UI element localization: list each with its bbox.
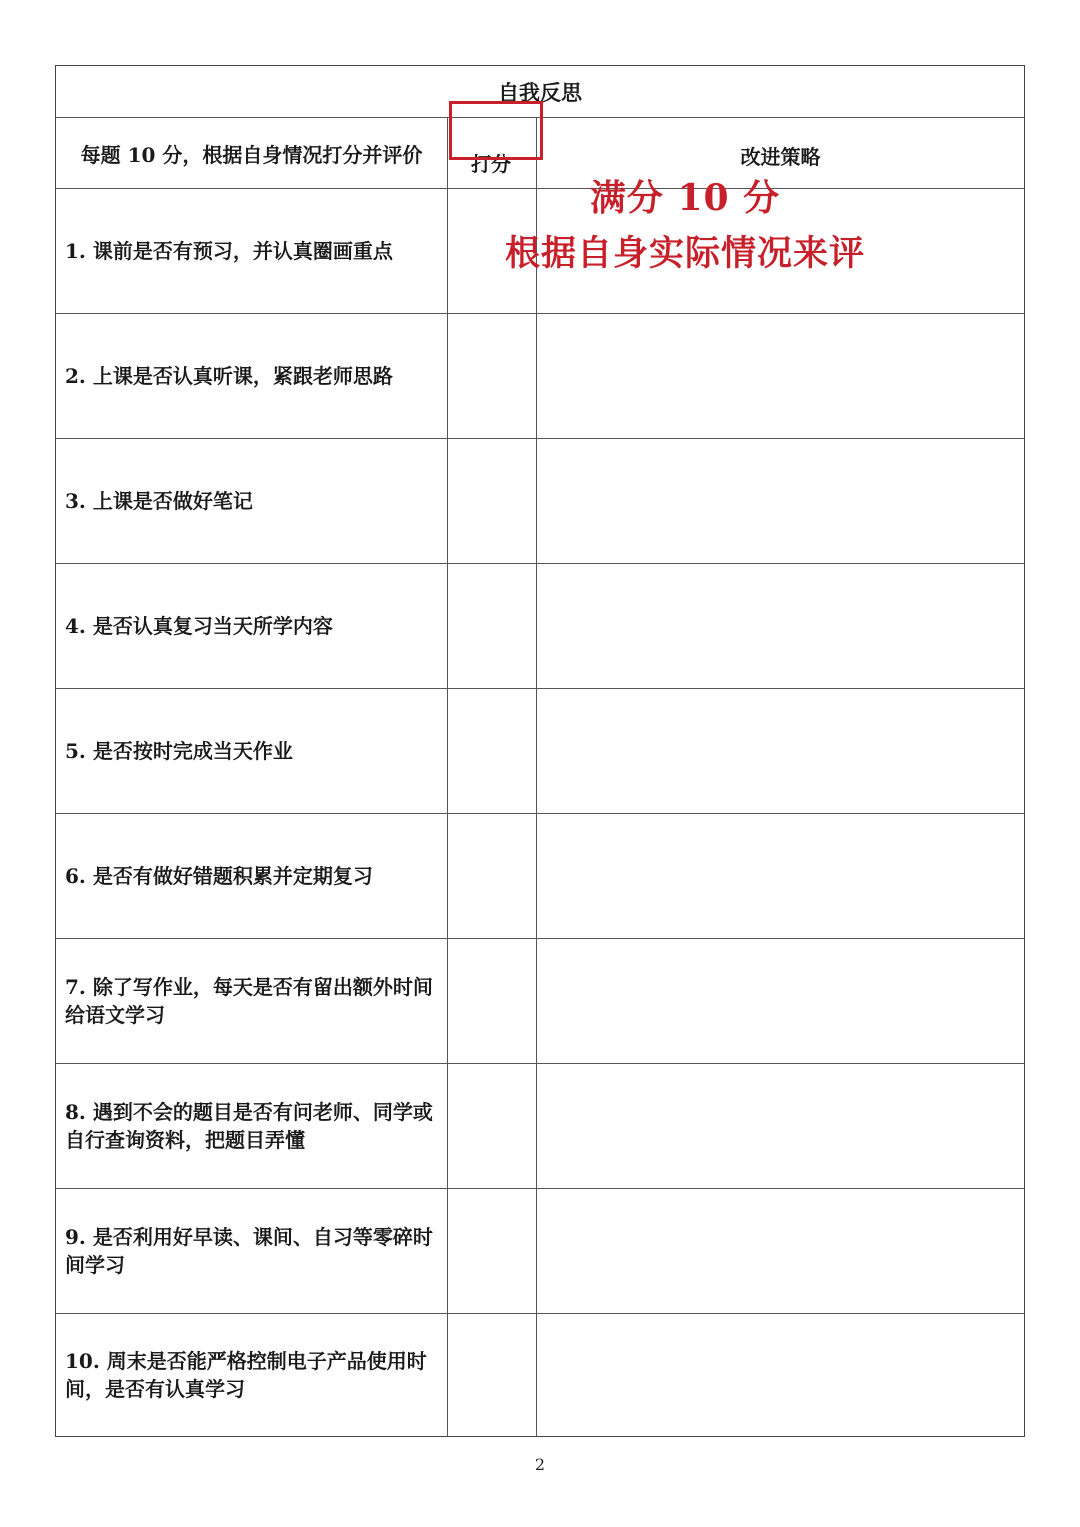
table-row <box>56 314 1024 439</box>
score-highlight-box <box>449 101 543 160</box>
table-row <box>56 1314 1024 1436</box>
row-label: 4. 是否认真复习当天所学内容 <box>65 614 333 638</box>
row-label: 6. 是否有做好错题积累并定期复习 <box>65 864 373 888</box>
row-label: 8. 遇到不会的题目是否有问老师、同学或自行查询资料，把题目弄懂 <box>65 1100 433 1152</box>
row-label: 3. 上课是否做好笔记 <box>65 489 253 513</box>
page-number: 2 <box>534 1455 546 1474</box>
row-label: 1. 课前是否有预习，并认真圈画重点 <box>65 239 393 263</box>
table-title: 自我反思 <box>56 66 1024 118</box>
column-divider-score <box>447 118 448 1436</box>
table-row <box>56 939 1024 1064</box>
row-label: 2. 上课是否认真听课，紧跟老师思路 <box>65 364 393 388</box>
annotation-self-evaluate: 根据自身实际情况来评 <box>504 233 865 274</box>
row-label: 10. 周末是否能严格控制电子产品使用时间，是否有认真学习 <box>65 1349 427 1401</box>
table-row <box>56 1189 1024 1314</box>
strategy-header: 改进策略 <box>740 145 821 169</box>
table-row <box>56 1064 1024 1189</box>
score-header: 打分 <box>471 152 511 176</box>
table-row <box>56 689 1024 814</box>
annotation-full-score: 满分 10 分 <box>589 177 781 219</box>
table-row <box>56 439 1024 564</box>
row-label: 9. 是否利用好早读、课间、自习等零碎时间学习 <box>65 1225 433 1277</box>
table-row <box>56 564 1024 689</box>
row-label: 7. 除了写作业，每天是否有留出额外时间给语文学习 <box>65 975 433 1027</box>
criteria-header: 每题 10 分，根据自身情况打分并评价 <box>80 143 423 167</box>
table-row <box>56 814 1024 939</box>
column-divider-strategy <box>536 118 537 1436</box>
row-label: 5. 是否按时完成当天作业 <box>65 739 293 763</box>
